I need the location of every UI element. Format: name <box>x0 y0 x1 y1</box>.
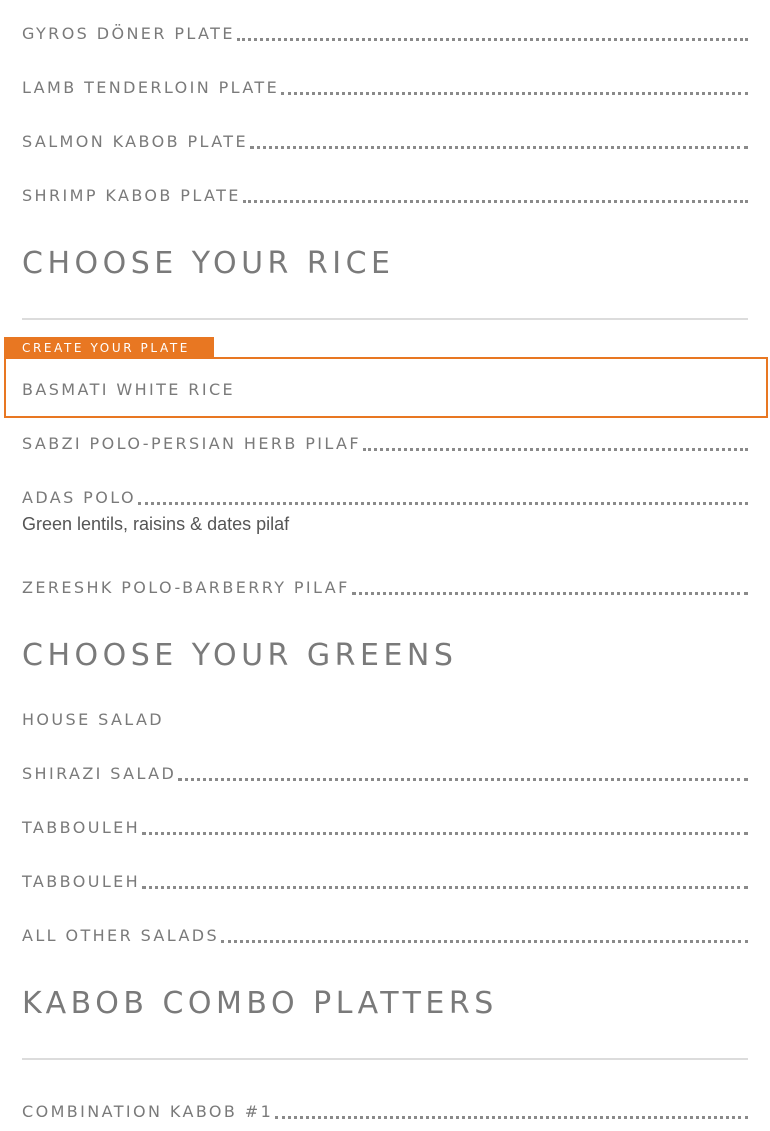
menu-item-zereshk-polo[interactable] <box>22 568 748 598</box>
menu-item-name: LAMB TENDERLOIN PLATE <box>22 78 280 97</box>
menu-item-all-other-salads[interactable] <box>22 916 748 946</box>
menu-item-name: SHRIMP KABOB PLATE <box>22 186 241 205</box>
dot-leader <box>142 886 748 889</box>
menu-item-name: COMBINATION KABOB #1 <box>22 1102 274 1121</box>
menu-item-description: Green lentils, raisins & dates pilaf <box>22 514 290 534</box>
dot-leader <box>275 1116 748 1119</box>
menu-item-name: SALMON KABOB PLATE <box>22 132 248 151</box>
dot-leader <box>352 592 748 595</box>
dot-leader <box>142 832 748 835</box>
create-your-plate-tag: CREATE YOUR PLATE <box>4 337 214 359</box>
menu-item-lamb-tenderloin-plate[interactable] <box>22 68 748 98</box>
menu-item-name: ZERESHK POLO-BARBERRY PILAF <box>22 578 350 597</box>
menu-item-tabbouleh[interactable] <box>22 808 748 838</box>
menu-item-shirazi-salad[interactable] <box>22 754 748 784</box>
menu-item-combination-kabob-1[interactable] <box>22 1092 748 1122</box>
menu-item-name: TABBOULEH <box>22 818 141 837</box>
menu-item-salmon-kabob-plate[interactable] <box>22 122 748 152</box>
section-title-combos: KABOB COMBO PLATTERS <box>22 986 498 1021</box>
menu-item-name: BASMATI WHITE RICE <box>22 380 236 399</box>
menu-item-name: GYROS DÖNER PLATE <box>22 24 235 43</box>
menu-item-house-salad[interactable] <box>22 700 748 730</box>
menu-item-name: ALL OTHER SALADS <box>22 926 220 945</box>
dot-leader <box>178 778 748 781</box>
dot-leader <box>138 502 748 505</box>
menu-item-name: HOUSE SALAD <box>22 710 165 729</box>
dot-leader <box>250 146 748 149</box>
section-title-greens: CHOOSE YOUR GREENS <box>22 638 458 673</box>
section-title-rice: CHOOSE YOUR RICE <box>22 246 395 281</box>
menu-item-name: SABZI POLO-PERSIAN HERB PILAF <box>22 434 362 453</box>
menu-item-name: TABBOULEH <box>22 872 141 891</box>
menu-item-basmati-white-rice[interactable] <box>22 370 748 400</box>
section-divider <box>22 1058 748 1060</box>
menu-item-name: ADAS POLO <box>22 488 136 507</box>
dot-leader <box>363 448 748 451</box>
menu-item-adas-polo[interactable] <box>22 478 748 508</box>
menu-item-gyros-doner-plate[interactable] <box>22 14 748 44</box>
section-divider <box>22 318 748 320</box>
dot-leader <box>221 940 748 943</box>
dot-leader <box>237 38 748 41</box>
dot-leader <box>243 200 748 203</box>
menu-item-sabzi-polo[interactable] <box>22 424 748 454</box>
menu-item-tabbouleh[interactable] <box>22 862 748 892</box>
menu-item-shrimp-kabob-plate[interactable] <box>22 176 748 206</box>
menu-item-name: SHIRAZI SALAD <box>22 764 177 783</box>
dot-leader <box>281 92 748 95</box>
